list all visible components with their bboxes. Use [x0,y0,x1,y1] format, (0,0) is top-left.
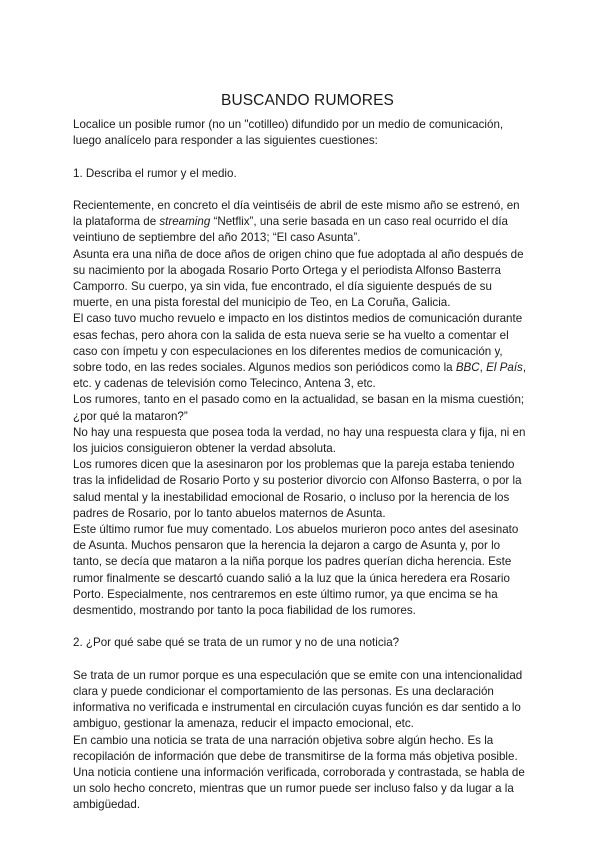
q1-paragraph-7: Este último rumor fue muy comentado. Los abuelos murieron poco antes del asesinato de Asunta. Muchos pensaron que la herencia la dejaron a cargo de Asunta y, por lo tanto, se decía que mataron a la niña porque los padres querían dicha herencia. Este rumor finalmente se descartó cuando salió a la luz que la única heredera era Rosario Porto. Especialmente, nos centraremos en este último rumor, ya que encima se ha desmentido, mostrando por tanto la poca fiabilidad de los rumores. [73,523,519,618]
q2-paragraph-2: En cambio una noticia se trata de una narración objetiva sobre algún hecho. Es la recopilación de información que debe de transmitirse de la forma más objetiva posible. [73,733,518,763]
spacer [73,619,528,635]
q1-paragraph-2: Asunta era una niña de doce años de origen chino que fue adoptada al año después de su nacimiento por la abogada Rosario Porto Ortega y el periodista Alfonso Basterra Camporro. Su cuerpo, ya sin vida, fue encontrado, el día siguiente después de su muerte, en una pista forestal del municipio de Teo, en La Coruña, Galicia. [73,247,524,310]
q1-p3-emphasis-elpais: El País [486,361,523,375]
q1-paragraph-1 [73,198,528,247]
q1-p1-emphasis: streaming [159,215,211,229]
q1-paragraph-4: Los rumores, tanto en el pasado como en la actualidad, se basan en la misma cuestión; ¿por qué la mataron?” [73,393,525,423]
q1-p3-separator: , [479,361,487,375]
q1-p1-text-a: Recientemente, en concreto el día veintiséis de abril de este mismo año se estrenó, en la plataforma de [73,198,520,229]
question-2-heading: 2. ¿Por qué sabe qué se trata de un rumor y no de una noticia? [73,636,400,650]
spacer [73,149,528,165]
q1-paragraph-3 [73,311,528,392]
q1-p3-emphasis-bbc: BBC [455,361,480,375]
question-1-heading: 1. Describa el rumor y el medio. [73,166,237,180]
spacer [73,652,528,668]
q2-paragraph-1: Se trata de un rumor porque es una especulación que se emite con una intencionalidad clara y puede condicionar el comportamiento de las personas. Es una declaración informativa no verificada e instrumental en circulación cuyas función es dar sentido a lo ambiguo, gestionar la amenaza, reducir el impacto emocional, etc. [73,668,523,731]
q1-p3-text-a: El caso tuvo mucho revuelo e impacto en los distintos medios de comunicación durante esas fechas, pero ahora con la salida de esta nueva serie se ha vuelto a comentar el caso con ímpetu y con especulaciones en los diferentes medios de comunicación y, sobre todo, en las redes sociales. Algunos medios son periódicos como la [73,312,523,375]
document-title: BUSCANDO RUMORES [221,92,394,109]
spacer [73,182,528,198]
q1-p3-text-b: , etc. y cadenas de televisión como Telecinco, Antena 3, etc. [73,361,527,391]
q2-paragraph-3: Una noticia contiene una información verificada, corroborada y contrastada, se habla de un solo hecho concreto, mientras que un rumor puede ser incluso falso y da lugar a la ambigüedad. [73,766,525,812]
q1-p1-text-b: “Netflix”, una serie basada en un caso real ocurrido el día veintiuno de septiembre del año 2013; “El caso Asunta”. [73,215,509,245]
intro-paragraph: Localice un posible rumor (no un "cotilleo) difundido por un medio de comunicación, luego analícelo para responder a las siguientes cuestiones: [73,118,504,148]
q1-paragraph-6: Los rumores dicen que la asesinaron por los problemas que la pareja estaba teniendo tras la infidelidad de Rosario Porto y su posterior divorcio con Alfonso Basterra, o por la salud mental y la inestabilidad emocional de Rosario, o incluso por la herencia de los padres de Rosario, por lo tanto abuelos maternos de Asunta. [73,458,522,520]
q1-paragraph-5: No hay una respuesta que posea toda la verdad, no hay una respuesta clara y fija, ni en los juicios consiguieron obtener la verdad absoluta. [73,425,526,456]
